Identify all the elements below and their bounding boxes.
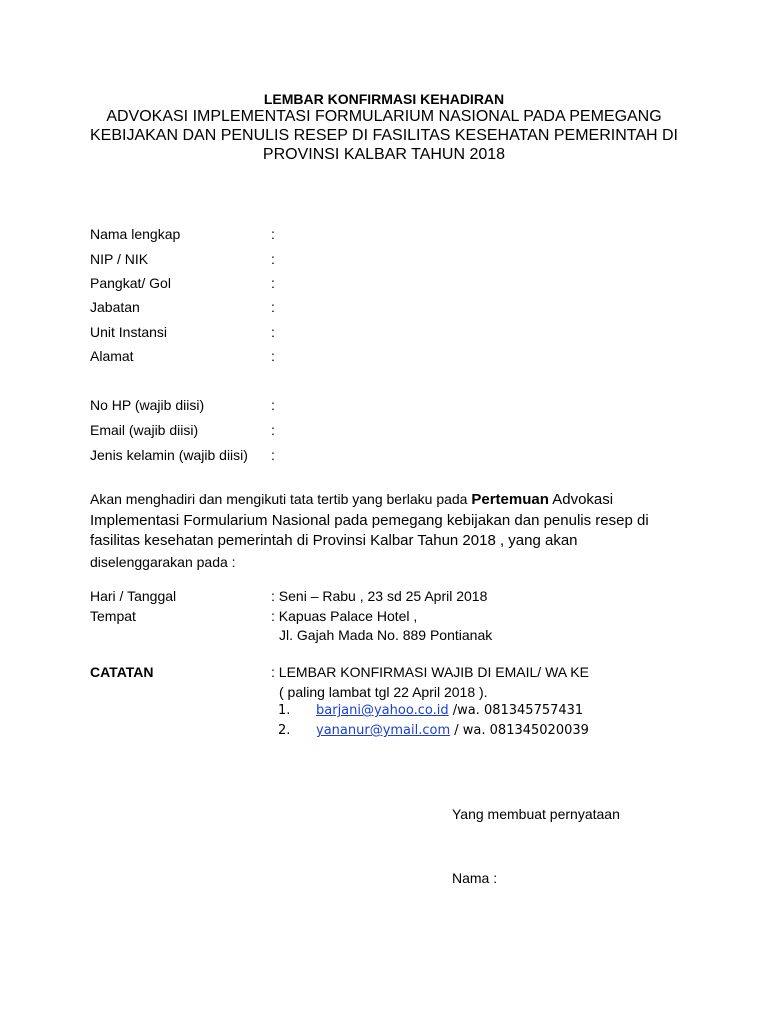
statement-paragraph	[90, 489, 690, 572]
field-label: Jenis kelamin (wajib diisi)	[90, 447, 248, 463]
event-place-value: : Kapuas Palace Hotel ,	[271, 608, 418, 624]
field-label: Nama lengkap	[90, 226, 181, 242]
statement-line-3: fasilitas kesehatan pemerintah di Provinsi Kalbar Tahun 2018 , yang akan	[90, 532, 578, 549]
field-separator: :	[271, 324, 275, 340]
contact-number: 2.	[278, 723, 291, 738]
event-place-address: Jl. Gajah Mada No. 889 Pontianak	[279, 627, 493, 643]
field-label: Email (wajib diisi)	[90, 422, 199, 438]
statement-line-4: diselenggarakan pada :	[90, 553, 236, 570]
field-label: Unit Instansi	[90, 324, 168, 340]
statement-line-1: Akan menghadiri dan mengikuti tata tertib yang berlaku pada Pertemuan Advokasi	[90, 491, 614, 508]
signature-name-label: Nama :	[452, 870, 498, 886]
contact-wa: / wa. 081345020039	[450, 723, 589, 738]
subtitle-line-2: KEBIJAKAN DAN PENULIS RESEP DI FASILITAS KESEHATAN PEMERINTAH DI	[90, 127, 678, 144]
signature-maker: Yang membuat pernyataan	[452, 806, 620, 822]
field-label: No HP (wajib diisi)	[90, 397, 205, 413]
field-label: Alamat	[90, 348, 134, 364]
field-label: Pangkat/ Gol	[90, 275, 171, 291]
field-separator: :	[271, 348, 275, 364]
contact-wa: /wa. 081345757431	[448, 703, 584, 718]
statement-bold-word: Pertemuan	[471, 491, 549, 508]
notes-deadline: ( paling lambat tgl 22 April 2018 ).	[279, 684, 488, 700]
event-date-label: Hari / Tanggal	[90, 588, 177, 604]
event-date-value: : Seni – Rabu , 23 sd 25 April 2018	[271, 588, 488, 604]
field-label: NIP / NIK	[90, 251, 149, 267]
field-separator: :	[271, 422, 275, 438]
email-link-1[interactable]: barjani@yahoo.co.id	[316, 703, 449, 718]
contact-item-2	[278, 723, 589, 738]
contact-item-1	[278, 703, 583, 718]
field-separator: :	[271, 447, 275, 463]
subtitle-line-3: PROVINSI KALBAR TAHUN 2018	[262, 146, 506, 163]
event-place-label: Tempat	[90, 608, 136, 624]
contact-number: 1.	[278, 703, 291, 718]
field-separator: :	[271, 226, 275, 242]
field-separator: :	[271, 299, 275, 315]
notes-text: : LEMBAR KONFIRMASI WAJIB DI EMAIL/ WA KE	[271, 664, 589, 680]
statement-line-2: Implementasi Formularium Nasional pada pemegang kebijakan dan penulis resep di	[90, 511, 649, 529]
field-separator: :	[271, 275, 275, 291]
field-separator: :	[271, 397, 275, 413]
document-title: LEMBAR KONFIRMASI KEHADIRAN	[263, 91, 505, 107]
field-separator: :	[271, 251, 275, 267]
subtitle-line-1: ADVOKASI IMPLEMENTASI FORMULARIUM NASIONAL PADA PEMEGANG	[106, 108, 662, 125]
field-label: Jabatan	[90, 299, 140, 315]
notes-label: CATATAN	[90, 664, 154, 680]
email-link-2[interactable]: yananur@ymail.com	[316, 723, 451, 738]
